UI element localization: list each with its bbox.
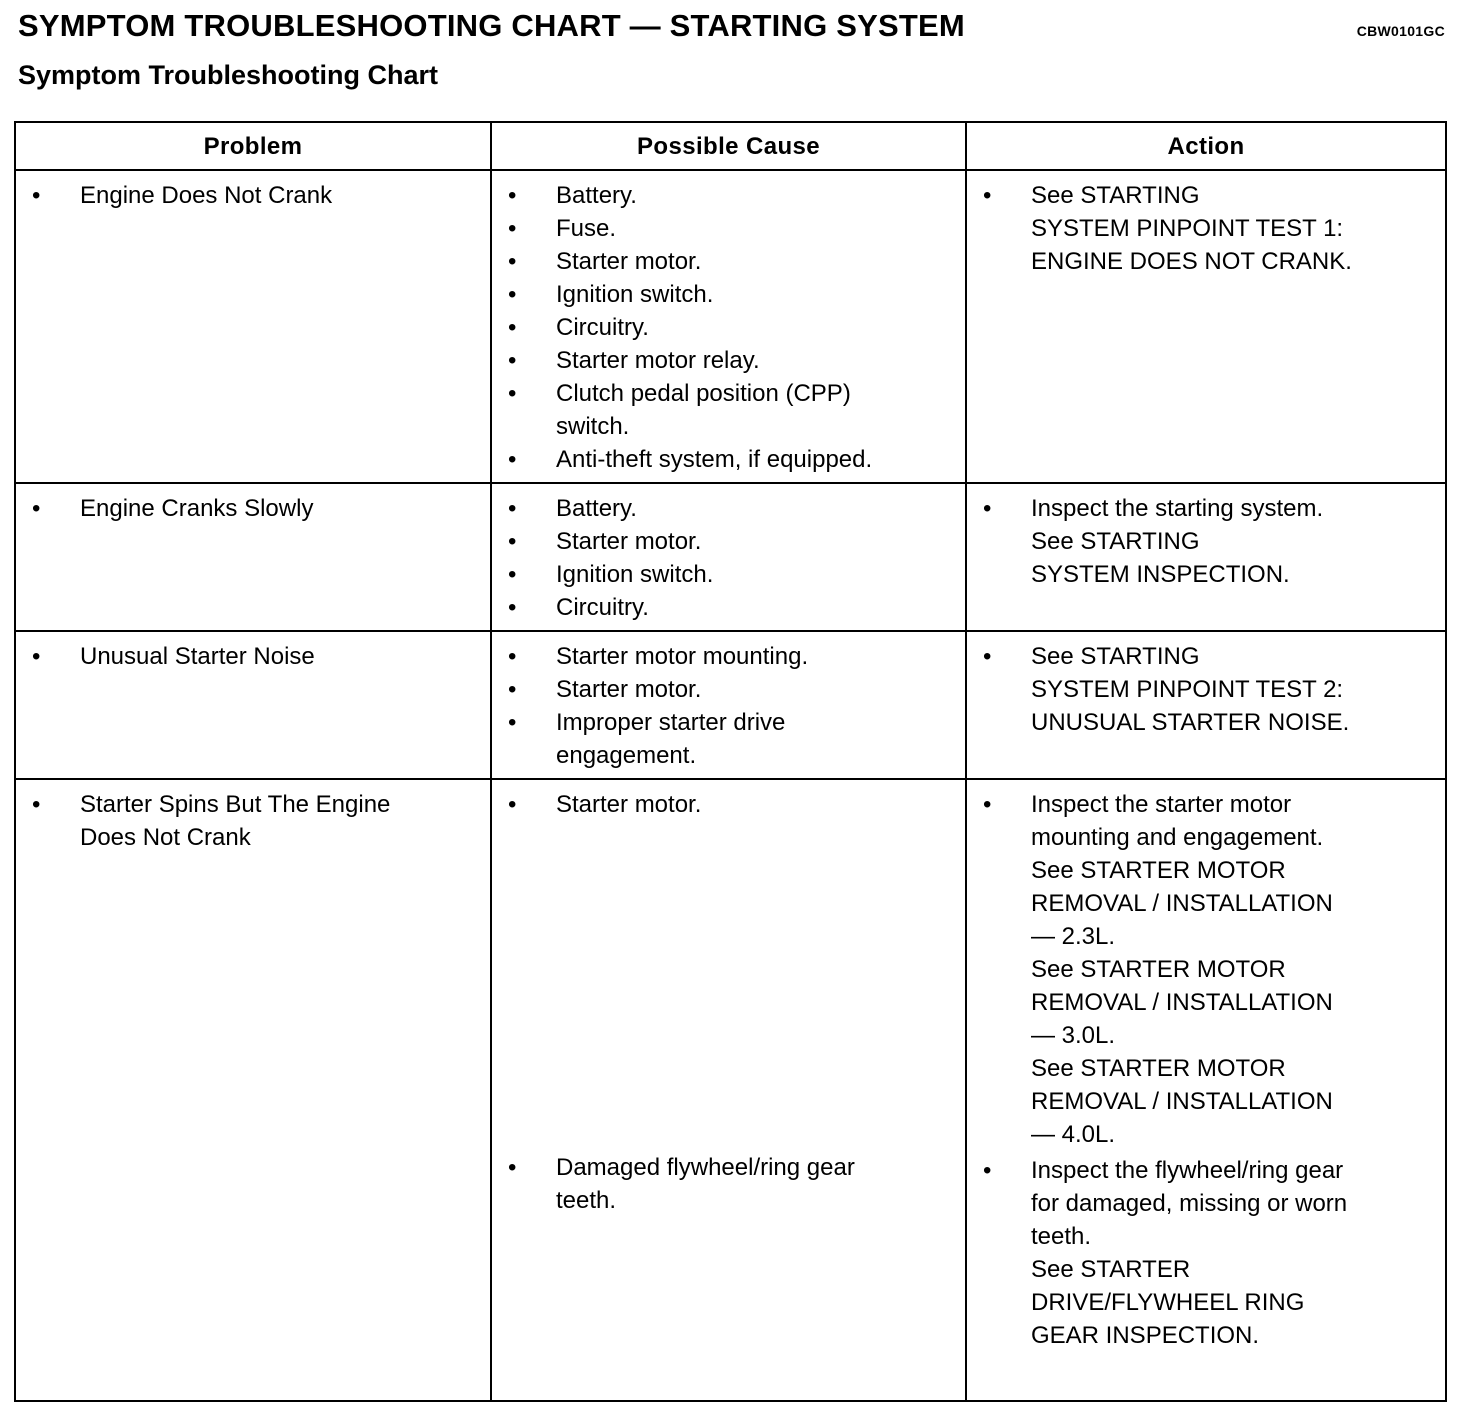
cause-item: • Starter motor. — [492, 673, 955, 706]
cause-item: • Improper starter drive engagement. — [492, 706, 955, 772]
cause-item: • Battery. — [492, 492, 955, 525]
cause-cell — [491, 631, 966, 779]
problem-item: • Engine Does Not Crank — [16, 179, 480, 212]
problem-cell — [15, 483, 491, 631]
cause-item: • Clutch pedal position (CPP) switch. — [492, 377, 955, 443]
table-row — [15, 170, 1446, 483]
cause-item: • Starter motor mounting. — [492, 640, 955, 673]
problem-item: • Unusual Starter Noise — [16, 640, 480, 673]
cause-item: • Damaged flywheel/ring gear teeth. — [492, 1151, 955, 1217]
cause-item: • Anti-theft system, if equipped. — [492, 443, 955, 476]
problem-cell — [15, 170, 491, 483]
cause-item: • Battery. — [492, 179, 955, 212]
cause-item: • Ignition switch. — [492, 278, 955, 311]
table-header-row — [15, 122, 1446, 170]
action-cell — [966, 483, 1446, 631]
table-row — [15, 631, 1446, 779]
problem-item: • Engine Cranks Slowly — [16, 492, 480, 525]
document-code: CBW0101GC — [1356, 23, 1445, 39]
action-item: • See STARTING SYSTEM PINPOINT TEST 2: UNUSUAL STARTER NOISE. — [967, 640, 1435, 739]
cause-item: • Circuitry. — [492, 591, 955, 624]
action-cell — [966, 631, 1446, 779]
troubleshooting-table — [14, 121, 1447, 1402]
problem-cell — [15, 779, 491, 1401]
action-item: • See STARTING SYSTEM PINPOINT TEST 1: ENGINE DOES NOT CRANK. — [967, 179, 1435, 278]
cause-cell — [491, 483, 966, 631]
cause-item: • Fuse. — [492, 212, 955, 245]
section-title: Symptom Troubleshooting Chart — [18, 60, 439, 90]
cause-item: • Circuitry. — [492, 311, 955, 344]
cause-item: • Ignition switch. — [492, 558, 955, 591]
column-header-possible-cause: Possible Cause — [491, 122, 966, 170]
cause-cell — [491, 779, 966, 1401]
page-title: SYMPTOM TROUBLESHOOTING CHART — STARTING SYSTEM — [18, 8, 965, 43]
action-cell — [966, 170, 1446, 483]
action-item: • Inspect the flywheel/ring gear for damaged, missing or worn teeth. See STARTER DRIVE/FLYWHEEL RING GEAR INSPECTION. — [967, 1154, 1435, 1352]
column-header-action: Action — [966, 122, 1446, 170]
cause-cell — [491, 170, 966, 483]
cause-item: • Starter motor. — [492, 245, 955, 278]
table-row — [15, 779, 1446, 1401]
problem-item: • Starter Spins But The Engine Does Not Crank — [16, 788, 480, 854]
action-item: • Inspect the starting system. See STARTING SYSTEM INSPECTION. — [967, 492, 1435, 591]
column-header-problem: Problem — [15, 122, 491, 170]
cause-item: • Starter motor. — [492, 788, 955, 821]
action-cell — [966, 779, 1446, 1401]
problem-cell — [15, 631, 491, 779]
cause-item: • Starter motor relay. — [492, 344, 955, 377]
cause-item: • Starter motor. — [492, 525, 955, 558]
action-item: • Inspect the starter motor mounting and engagement. See STARTER MOTOR REMOVAL / INSTALLATION — 2.3L. See STARTER MOTOR REMOVAL / INSTALLATION — 3.0L. See STARTER MOTOR REMOVAL / INSTALLATION — 4.0L. — [967, 788, 1435, 1151]
table-row — [15, 483, 1446, 631]
